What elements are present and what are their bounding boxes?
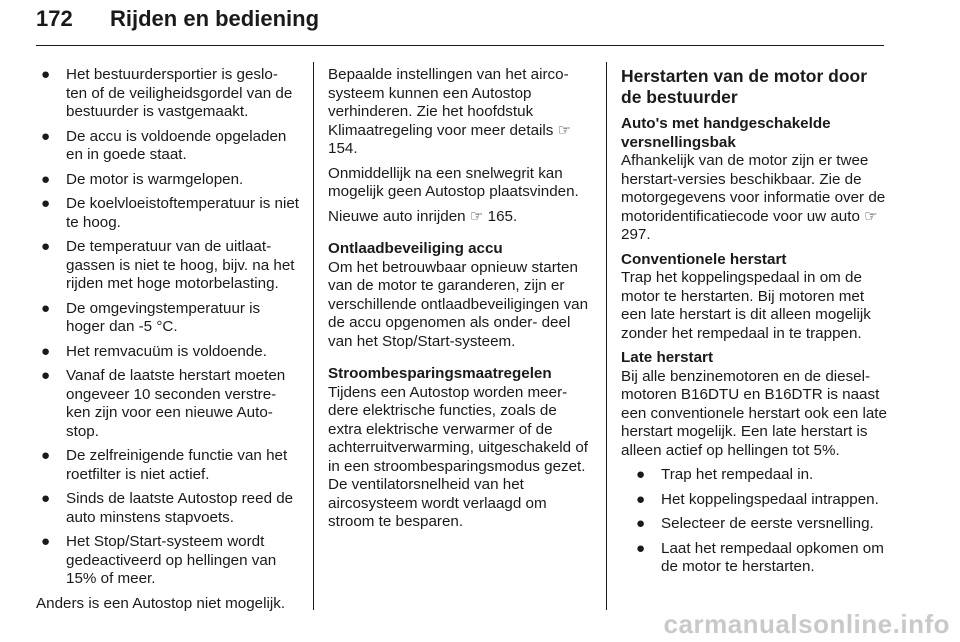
list-item: ● Het Stop/Start-systeem wordt gedeactiveerd op hellingen van 15% of meer.	[41, 533, 277, 587]
watermark: carmanualsonline.info	[663, 609, 950, 639]
list-item: ● Het koppelingspedaal intrappen.	[636, 490, 879, 508]
section-heading: Conventionele herstart	[621, 250, 787, 268]
list-item: ● Het remvacuüm is voldoende.	[41, 342, 267, 360]
list-item: ● Trap het rempedaal in.	[636, 466, 814, 483]
list-item: ● De zelfreinigende functie van het roetfilter is niet actief.	[41, 447, 288, 483]
paragraph: Bepaalde instellingen van het airco- systeem kunnen een Autostop verhinderen. Zie het hoofdstuk Klimaatregeling voor meer details ☞ 154.	[328, 66, 572, 157]
column-divider-1	[313, 62, 314, 610]
steps-list	[621, 466, 889, 577]
page-reference: ☞ 154.	[328, 121, 572, 157]
list-item: ● Het bestuurdersportier is geslo- ten of de veiligheidsgordel van de bestuurder is vastgemaakt.	[41, 66, 293, 120]
paragraph: Afhankelijk van de motor zijn er twee herstart-versies beschikbaar. Zie de motorgegevens voor informatie over de motoridentificatiecode voor uw auto ☞ 297.	[621, 152, 886, 243]
closing-text: Anders is een Autostop niet mogelijk.	[36, 594, 286, 612]
paragraph: Om het betrouwbaar opnieuw starten van de motor te garanderen, zijn er verschillende ontlaadbeveiligingen van de accu opgenomen als onder- deel van het Stop/Start-systeem.	[328, 258, 589, 350]
requirements-list	[36, 66, 301, 589]
column-2	[328, 66, 593, 538]
list-item: ● Vanaf de laatste herstart moeten ongeveer 10 seconden verstre- ken zijn voor een nieuwe Auto- stop.	[41, 367, 286, 440]
paragraph: Bij alle benzinemotoren en de diesel- motoren B16DTU en B16DTR is naast een conventionele herstart ook een late herstart mogelijk. Een late herstart is alleen actief op hellingen tot 5%.	[621, 367, 887, 459]
section-title: Herstarten van de motor door de bestuurder	[621, 66, 868, 107]
page-title: Rijden en bediening	[110, 6, 320, 31]
column-1	[36, 66, 301, 619]
header-rule	[36, 45, 884, 46]
paragraph: Tijdens een Autostop worden meer- dere elektrische functies, zoals de extra elektrische verwarmer of de achterruitverwarming, uitgeschakeld of in een stroombesparingsmodus gezet. De ventilatorsnelheid van het aircosysteem wordt verlaagd om stroom te besparen.	[328, 383, 588, 530]
list-item: ● De accu is voldoende opgeladen en in goede staat.	[41, 127, 287, 163]
section-heading: Late herstart	[621, 349, 714, 366]
list-item: ● De omgevingstemperatuur is hoger dan -5 °C.	[41, 299, 261, 335]
list-item: ● Sinds de laatste Autostop reed de auto minstens stapvoets.	[41, 490, 294, 526]
list-item: ● Selecteer de eerste versnelling.	[636, 515, 874, 532]
list-item: ● De motor is warmgelopen.	[41, 170, 244, 188]
section-heading: Ontlaadbeveiliging accu	[328, 240, 503, 257]
page-number: 172	[36, 6, 73, 31]
section-heading: Stroombesparingsmaatregelen	[328, 365, 552, 382]
paragraph: Nieuwe auto inrijden ☞ 165.	[328, 207, 518, 225]
column-3	[621, 66, 889, 583]
column-divider-2	[606, 62, 607, 610]
section-heading: Auto's met handgeschakelde versnellingsbak	[621, 115, 831, 151]
list-item: ● De koelvloeistoftemperatuur is niet te hoog.	[41, 195, 299, 231]
paragraph: Trap het koppelingspedaal in om de motor te herstarten. Bij motoren met een late herstart is dit alleen mogelijk zonder het rempedaal in te trappen.	[621, 269, 871, 342]
list-item: ● De temperatuur van de uitlaat- gassen is niet te hoog, bijv. na het rijden met hoge motorbelasting.	[41, 238, 295, 292]
list-item: ● Laat het rempedaal opkomen om de motor te herstarten.	[636, 539, 884, 575]
paragraph: Onmiddellijk na een snelwegrit kan mogelijk geen Autostop plaatsvinden.	[328, 164, 579, 200]
